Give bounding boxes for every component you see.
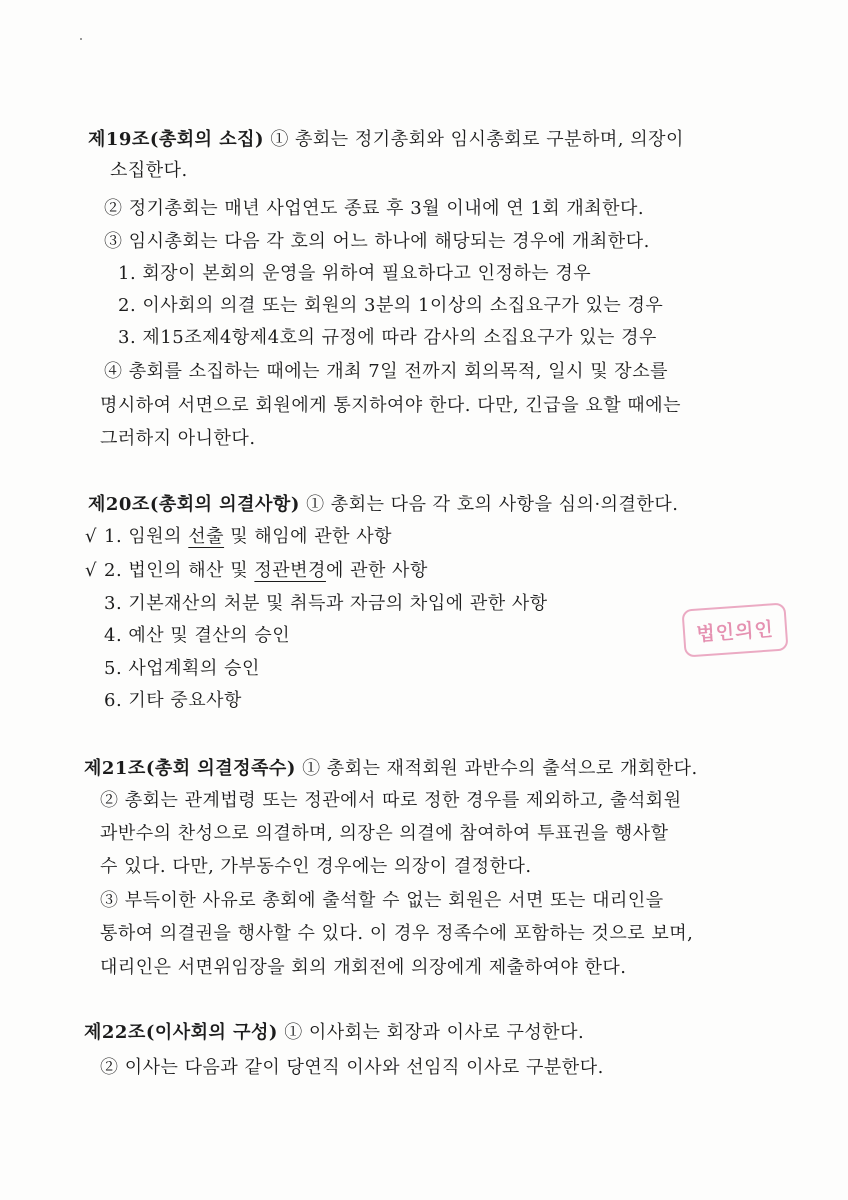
article-20-item-2-text-a: 2. 법인의 해산 및 — [104, 560, 255, 581]
article-22-para-2: ② 이사는 다음과 같이 당연직 이사와 선임직 이사로 구분한다. — [100, 1057, 604, 1078]
article-21-title: 제21조(총회 의결정족수) — [84, 758, 296, 779]
scan-speck — [80, 38, 82, 40]
underlined-word-amendment: 정관변경 — [254, 560, 326, 581]
article-21-para-2-cont-2: 수 있다. 다만, 가부동수인 경우에는 의장이 결정한다. — [100, 856, 532, 877]
checkmark-1: √ — [85, 526, 97, 547]
article-20-item-5: 5. 사업계획의 승인 — [104, 658, 260, 679]
article-19-para-4: ④ 총회를 소집하는 때에는 개최 7일 전까지 회의목적, 일시 및 장소를 — [104, 361, 668, 382]
article-21-para-3: ③ 부득이한 사유로 총회에 출석할 수 없는 회원은 서면 또는 대리인을 — [100, 890, 664, 911]
article-19-item-1: 1. 회장이 본회의 운영을 위하여 필요하다고 인정하는 경우 — [118, 263, 592, 284]
article-21-para-2: ② 총회는 관계법령 또는 정관에서 따로 정한 경우를 제외하고, 출석회원 — [100, 790, 682, 811]
article-20-item-1 — [104, 523, 392, 551]
article-22-title: 제22조(이사회의 구성) — [84, 1022, 278, 1043]
article-22-line-1 — [84, 1019, 584, 1047]
article-20-item-2 — [104, 557, 428, 585]
seal-stamp: 법인의인 — [681, 602, 788, 657]
article-19-para-3: ③ 임시총회는 다음 각 호의 어느 하나에 해당되는 경우에 개최한다. — [104, 231, 650, 252]
article-22-para-1: ① 이사회는 회장과 이사로 구성한다. — [284, 1022, 585, 1043]
article-19-para-4-cont-1: 명시하여 서면으로 회원에게 통지하여야 한다. 다만, 긴급을 요할 때에는 — [100, 395, 681, 416]
checkmark-2: √ — [85, 560, 97, 581]
article-19-item-3: 3. 제15조제4항제4호의 규정에 따라 감사의 소집요구가 있는 경우 — [118, 327, 657, 348]
article-21-para-3-cont-1: 통하여 의결권을 행사할 수 있다. 이 경우 정족수에 포함하는 것으로 보며, — [100, 923, 694, 944]
article-20-item-3: 3. 기본재산의 처분 및 취득과 자금의 차입에 관한 사항 — [104, 593, 548, 614]
article-21-para-2-cont-1: 과반수의 찬성으로 의결하며, 의장은 의결에 참여하여 투표권을 행사할 — [100, 823, 669, 844]
article-20-item-1-text-a: 1. 임원의 — [104, 526, 189, 547]
article-20-title: 제20조(총회의 의결사항) — [88, 494, 300, 515]
article-19-item-2: 2. 이사회의 의결 또는 회원의 3분의 1이상의 소집요구가 있는 경우 — [118, 295, 664, 316]
article-20-para-1: ① 총회는 다음 각 호의 사항을 심의·의결한다. — [306, 494, 679, 515]
article-21-para-3-cont-2: 대리인은 서면위임장을 회의 개회전에 의장에게 제출하여야 한다. — [100, 957, 627, 978]
article-19-para-1-cont: 소집한다. — [110, 160, 188, 181]
article-21-para-1: ① 총회는 재적회원 과반수의 출석으로 개회한다. — [302, 758, 698, 779]
article-19-para-1: ① 총회는 정기총회와 임시총회로 구분하며, 의장이 — [270, 129, 684, 150]
article-20-item-4: 4. 예산 및 결산의 승인 — [104, 625, 291, 646]
article-20-item-2-text-c: 에 관한 사항 — [325, 560, 428, 581]
article-20-item-6: 6. 기타 중요사항 — [104, 690, 242, 711]
underlined-word-selection: 선출 — [188, 526, 225, 547]
article-19-title: 제19조(총회의 소집) — [88, 129, 265, 150]
article-19-para-2: ② 정기총회는 매년 사업연도 종료 후 3월 이내에 연 1회 개최한다. — [104, 198, 645, 219]
article-19-para-4-cont-2: 그러하지 아니한다. — [100, 428, 256, 449]
article-19-line-1 — [88, 126, 684, 154]
article-20-item-1-text-c: 및 해임에 관한 사항 — [224, 526, 393, 547]
article-20-line-1 — [88, 491, 678, 519]
article-21-line-1 — [84, 755, 698, 783]
